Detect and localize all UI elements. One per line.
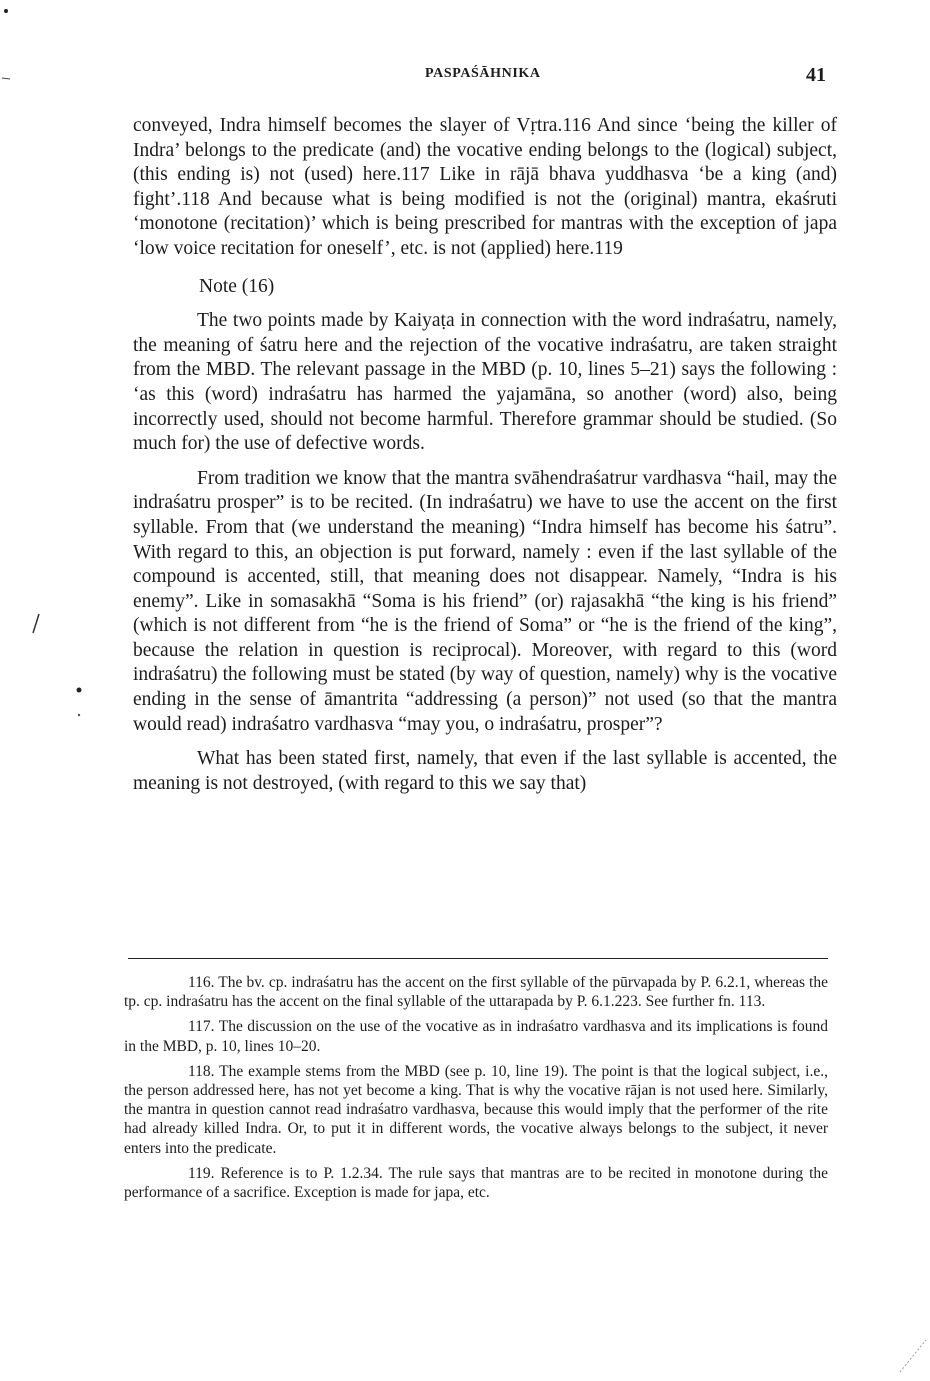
paragraph-response: What has been stated first, namely, that even if the last syllable is accented, the meaning is not destroyed, (with regard to this we say that) xyxy=(133,748,837,794)
footnote-119: 119. Reference is to P. 1.2.34. The rule says that mantras are to be recited in monotone during the performance of a sacrifice. Exception is made for japa, etc. xyxy=(124,1164,828,1202)
corner-mark xyxy=(900,1340,926,1372)
margin-tick xyxy=(2,78,10,79)
scan-speck xyxy=(4,9,8,13)
note-heading: Note (16) xyxy=(199,275,275,297)
paragraph-continued: conveyed, Indra himself becomes the slayer of Vṛtra.116 And since ‘being the killer of Indra’ belongs to the predicate (and) the vocative ending belongs to the (logical) subject, (this ending is) not (used) here.117 Like in rājā bhava yuddhasva ‘be a king (and) fight’.118 And because what is being modified is not the (original) mantra, ekaśruti ‘monotone (recitation)’ which is being prescribed for mantras with the exception of japa ‘low voice recitation for oneself’, etc. is not (applied) here.119 xyxy=(133,115,837,259)
running-head: PASPAŚĀHNIKA xyxy=(425,66,541,81)
footnote-116: 116. The bv. cp. indraśatru has the accent on the first syllable of the pūrvapada by P. 6.2.1, whereas the tp. cp. indraśatru has the accent on the final syllable of the uttarapada by P. 6.1.223. See further fn. 113. xyxy=(124,974,828,1011)
footnote-117: 117. The discussion on the use of the vocative as in indraśatro vardhasva and its implications is found in the MBD, p. 10, lines 10–20. xyxy=(124,1018,828,1055)
margin-stroke xyxy=(33,614,39,633)
paragraph-note-intro: The two points made by Kaiyaṭa in connection with the word indraśatru, namely, the meaning of śatru here and the rejection of the vocative indraśatru, are taken straight from the MBD. The relevant passage in the MBD (p. 10, lines 5–21) says the following : ‘as this (word) indraśatru has harmed the yajamāna, so another (word) also, being incorrectly used, should not become harmful. Therefore grammar should be studied. (So much for) the use of defective words. xyxy=(133,310,837,455)
paragraph-tradition: From tradition we know that the mantra svāhendraśatrur vardhasva “hail, may the indraśatru prosper” is to be recited. (In indraśatru) we have to use the accent on the first syllable. From that (we understand the meaning) “Indra himself has become his śatru”. With regard to this, an objection is put forward, namely : even if the last syllable of the compound is accented, still, that meaning does not disappear. Namely, “Indra is his enemy”. Like in somasakhā “Soma is his friend” (or) rajasakhā “the king is his friend” (which is not different from “he is the friend of Soma” or “he is the friend of the king”, because the relation in question is reciprocal). Moreover, with regard to this (word indraśatru) the following must be stated (by way of question, namely) why is the vocative ending in the sense of āmantrita “addressing (a person)” not used (so that the mantra would read) indraśatro vardhasva “may you, o indraśatru, prosper”? xyxy=(133,467,837,735)
scan-speck xyxy=(77,688,82,693)
scan-speck xyxy=(78,714,80,716)
footnote-118: 118. The example stems from the MBD (see p. 10, line 19). The point is that the logical subject, i.e., the person addressed here, has not yet become a king. That is why the vocative rājan is not used here. Similarly, the mantra in question cannot read indraśatro vardhasva, because this would imply that the performer of the rite had already killed Indra. Or, to put it in different words, the vocative always belongs to the subject, it never enters into the predicate. xyxy=(124,1062,828,1157)
page-number: 41 xyxy=(806,64,826,86)
